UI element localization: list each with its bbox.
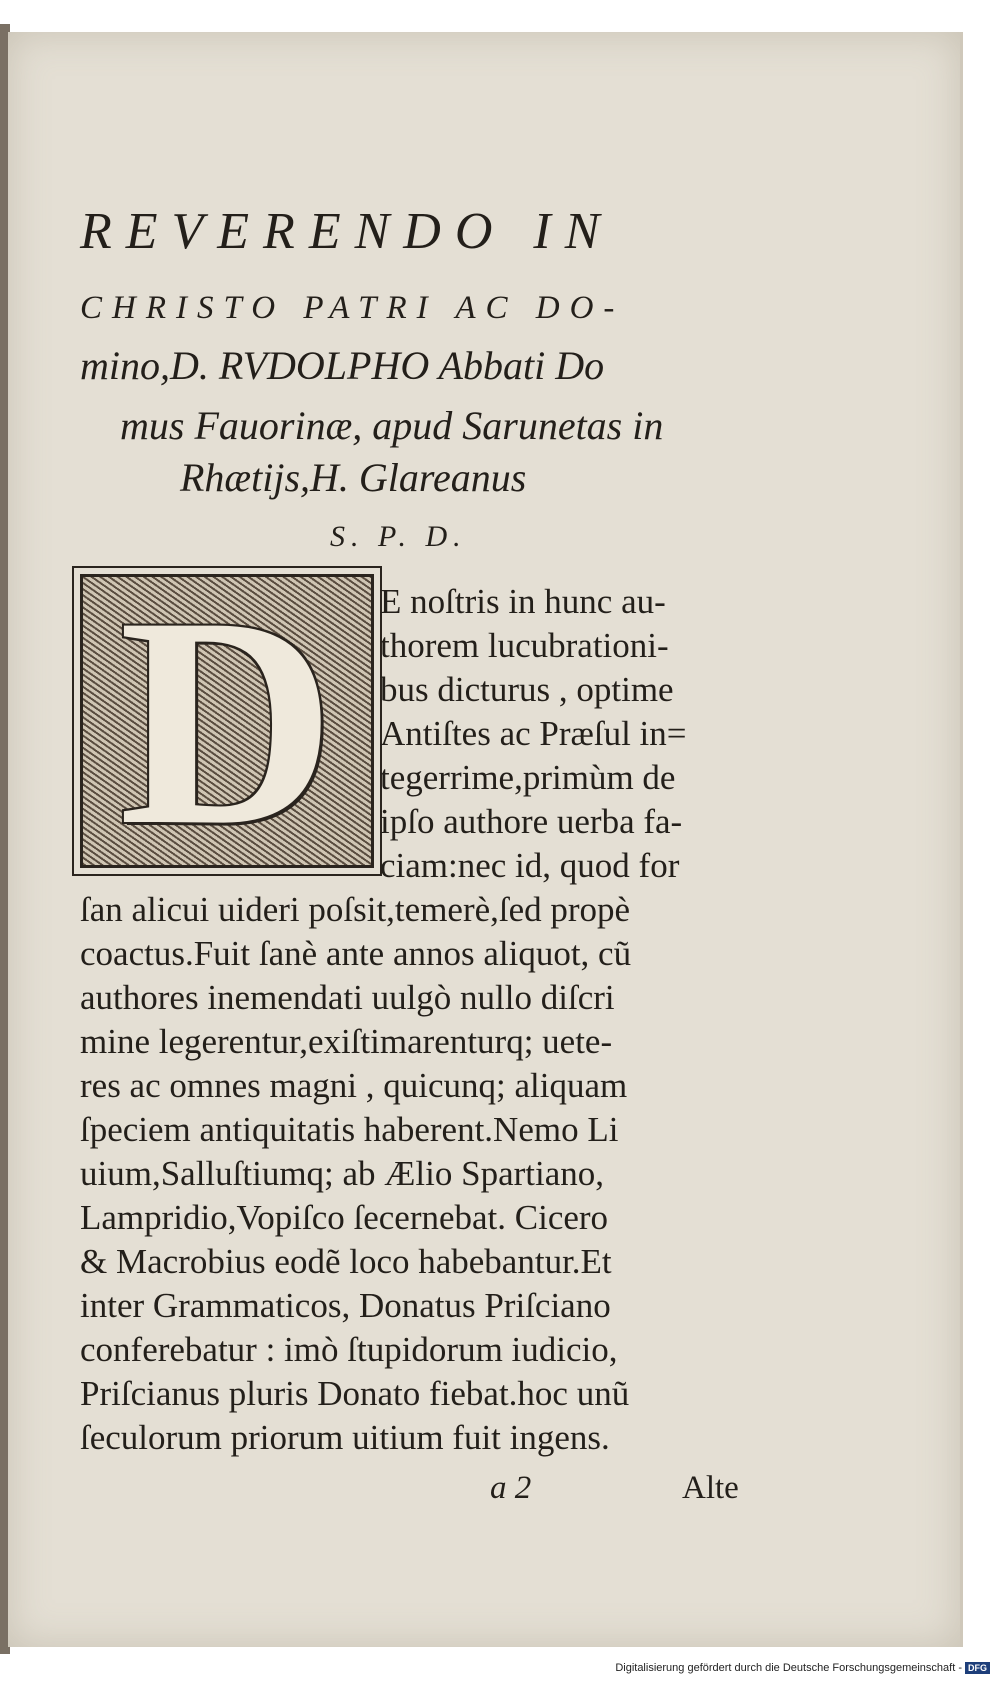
body-line: uium,Salluſtiumq; ab Ælio Spartiano,: [80, 1154, 605, 1193]
body-line: bus dicturus , optime: [380, 670, 674, 709]
body-line: conferebatur : imò ſtupidorum iudicio,: [80, 1330, 618, 1369]
body-line: & Macrobius eodẽ loco habebantur.Et: [80, 1242, 612, 1281]
heading-salutation: S. P. D.: [330, 520, 467, 553]
body-line: inter Grammaticos, Donatus Priſciano: [80, 1286, 611, 1325]
initial-letter: D: [118, 555, 336, 887]
body-line: Lampridio,Vopiſco ſecernebat. Cicero: [80, 1198, 609, 1237]
dfg-logo: DFG: [965, 1662, 990, 1674]
book-page: [8, 32, 963, 1647]
heading-line-2: CHRISTO PATRI AC DO-: [80, 290, 625, 326]
body-line: ciam:nec id, quod for: [380, 846, 680, 885]
body-line: coactus.Fuit ſanè ante annos aliquot, cũ: [80, 934, 632, 973]
heading-line-5: Rhætijs,H. Glareanus: [180, 455, 527, 500]
decorated-initial: [80, 555, 374, 887]
heading-line-4: mus Fauorinæ, apud Sarunetas in: [120, 403, 664, 448]
heading-line-1: REVERENDO IN: [80, 203, 614, 260]
body-line: mine legerentur,exiſtimarenturq; uete-: [80, 1022, 613, 1061]
body-line: res ac omnes magni , quicunq; aliquam: [80, 1066, 628, 1105]
digitization-credit: [615, 1662, 990, 1674]
catchword: Alte: [682, 1470, 739, 1506]
body-line: ſeculorum priorum uitium fuit ingens.: [80, 1418, 610, 1457]
body-line: Priſcianus pluris Donato fiebat.hoc unũ: [80, 1374, 630, 1413]
signature-mark: a 2: [490, 1470, 532, 1506]
body-line: thorem lucubrationi-: [380, 626, 669, 665]
body-line: tegerrime,primùm de: [380, 758, 676, 797]
credit-text: Digitalisierung gefördert durch die Deutsche Forschungsgemeinschaft -: [615, 1662, 962, 1674]
body-line: ſan alicui uideri poſsit,temerè,ſed propè: [80, 890, 631, 929]
body-line: authores inemendati uulgò nullo diſcri: [80, 978, 615, 1017]
body-line: Antiſtes ac Præſul in=: [380, 714, 687, 753]
body-line: ſpeciem antiquitatis haberent.Nemo Li: [80, 1110, 619, 1149]
body-line: E noſtris in hunc au-: [380, 582, 666, 621]
body-line: ipſo authore uerba fa-: [380, 802, 683, 841]
heading-line-3: mino,D. RVDOLPHO Abbati Do: [80, 343, 605, 388]
